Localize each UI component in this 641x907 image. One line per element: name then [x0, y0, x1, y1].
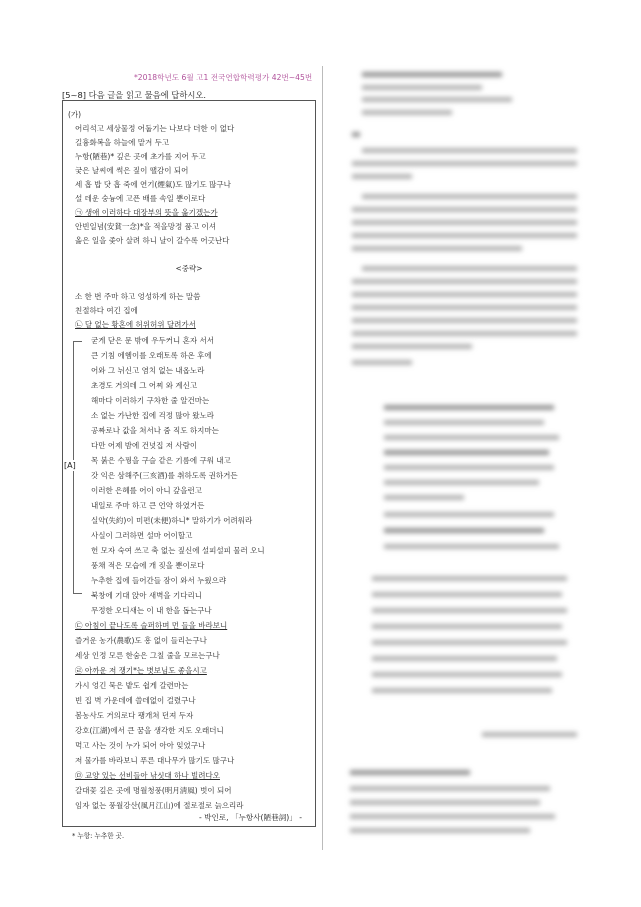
passage-line: 이러한 은혜를 어이 아니 갚을런고	[91, 486, 202, 495]
passage-line: 어리석고 세상물정 어둡기는 나보다 더한 이 없다	[75, 124, 235, 133]
passage-line: 사실이 그러하면 설마 어이할고	[91, 531, 193, 540]
footnote: * 누항: 누추한 곳.	[72, 832, 125, 840]
passage-line: 즐거운 농가(農歌)도 흥 없이 들리는구나	[75, 636, 207, 645]
passage-line: 가시 엉긴 묵은 밭도 쉽게 갈련마는	[75, 681, 189, 690]
passage-line: 어와 그 뉘신고 염치 없는 내옵노라	[91, 366, 205, 375]
passage-line: 내일로 주마 하고 큰 언약 하였거든	[91, 501, 205, 510]
passage-line: 공짜로나 값을 쳐서나 줌 직도 하지마는	[91, 426, 219, 435]
question-instruction: [5~8] 다음 글을 읽고 물음에 답하시오.	[62, 90, 207, 100]
passage-line: 먹고 사는 것이 누가 되어 아아 잊었구나	[75, 741, 206, 750]
passage-line: 설 데운 숭늉에 고픈 배를 속일 뿐이로다	[75, 194, 206, 203]
section-label: (가)	[68, 110, 82, 119]
passage-line: 헌 모자 숙여 쓰고 축 없는 짚신에 설피설피 물러 오니	[91, 546, 265, 555]
passage-line: 임자 없는 풍월강산(風月江山)에 절로절로 늙으리라	[75, 801, 244, 810]
passage-line: 갓 익은 삼해주(三亥酒)를 취하도록 권하거든	[91, 471, 238, 480]
passage-line: 무정한 오디새는 이 내 한을 돕는구나	[91, 606, 212, 615]
passage-line: 길흉화복을 하늘에 맡겨 두고	[75, 138, 170, 147]
passage-line: 누추한 집에 들어간들 잠이 와서 누웠으랴	[91, 576, 227, 585]
passage-line: 큰 기침 에헴이를 오래토록 하온 후에	[91, 351, 212, 360]
passage-line-underlined: ㉤ 교양 있는 선비들아 낚싯대 하나 빌려다오	[75, 771, 220, 780]
passage-line: 강호(江湖)에서 큰 꿈을 생각한 지도 오래더니	[75, 726, 224, 735]
passage-line: 굳게 닫은 문 밖에 우두커니 혼자 서서	[91, 336, 214, 345]
passage-line-underlined: ㉢ 아침이 끝나도록 슬퍼하며 먼 들을 바라보니	[75, 621, 228, 630]
passage-line: 안빈일념(安貧一念)*을 적을망정 품고 이셔	[75, 222, 216, 231]
passage-line: 풍채 적은 모습에 개 짖을 뿐이로다	[91, 561, 205, 570]
passage-line: 갈대꽃 깊은 곳에 명월청풍(明月淸風) 벗이 되어	[75, 786, 232, 795]
passage-line: 초경도 거의데 그 어찌 와 계신고	[91, 381, 198, 390]
passage-line: 봄농사도 거의로다 팽개쳐 던져 두자	[75, 711, 194, 720]
passage-line: 실약(失約)이 미편(未便)하니* 말하기가 어려워라	[91, 516, 253, 525]
citation: - 박인로, 「누항사(陋巷詞)」 -	[198, 813, 302, 822]
passage-line: 친절하다 여긴 집에	[75, 306, 138, 315]
passage-line: 세상 인정 모른 한숨은 그칠 줄을 모르는구나	[75, 651, 220, 660]
passage-line: 소 한 번 주마 하고 엉성하게 하는 말씀	[75, 292, 201, 301]
passage-line: 북창에 기대 앉아 새벽을 기다리니	[91, 591, 202, 600]
bracket-label: [A]	[64, 461, 76, 470]
passage-line: 빈 집 벽 가운데에 쓸데없이 걸렸구나	[75, 696, 196, 705]
passage-line-underlined: ㉡ 달 없는 황혼에 허위허위 달려가서	[75, 320, 196, 329]
passage-line: 소 없는 가난한 집에 걱정 많아 왔노라	[91, 411, 214, 420]
passage-line: 해마다 이러하기 구차한 줄 알건마는	[91, 396, 210, 405]
passage-line: 누항(陋巷)* 깊은 곳에 초가를 지어 두고	[75, 152, 206, 161]
passage-line: 저 물가를 바라보니 푸른 대나무가 많기도 많구나	[75, 756, 235, 765]
passage-line-underlined: ㉠ 생애 이러하다 대장부의 뜻을 옮기겠는가	[75, 208, 218, 217]
passage-line: 세 홉 밥 닷 홉 죽에 연기(煙氣)도 많기도 많구나	[75, 180, 231, 189]
passage-line: 옳은 일을 좇아 살려 하니 날이 갈수록 어긋난다	[75, 236, 230, 245]
passage-line: 목 붉은 수꿩을 구슬 같은 기름에 구워 내고	[91, 456, 231, 465]
omission-marker: <중략>	[175, 264, 203, 273]
passage-line: 다만 어제 밤에 건넛집 저 사람이	[91, 441, 198, 450]
passage-line: 궂은 날씨에 썩은 짚이 땔감이 되어	[75, 166, 189, 175]
passage-line-underlined: ㉣ 아까운 저 쟁기*는 볏보님도 좋을시고	[75, 666, 207, 675]
exam-source: *2018학년도 6월 고1 전국연합학력평가 42번~45번	[134, 73, 313, 82]
